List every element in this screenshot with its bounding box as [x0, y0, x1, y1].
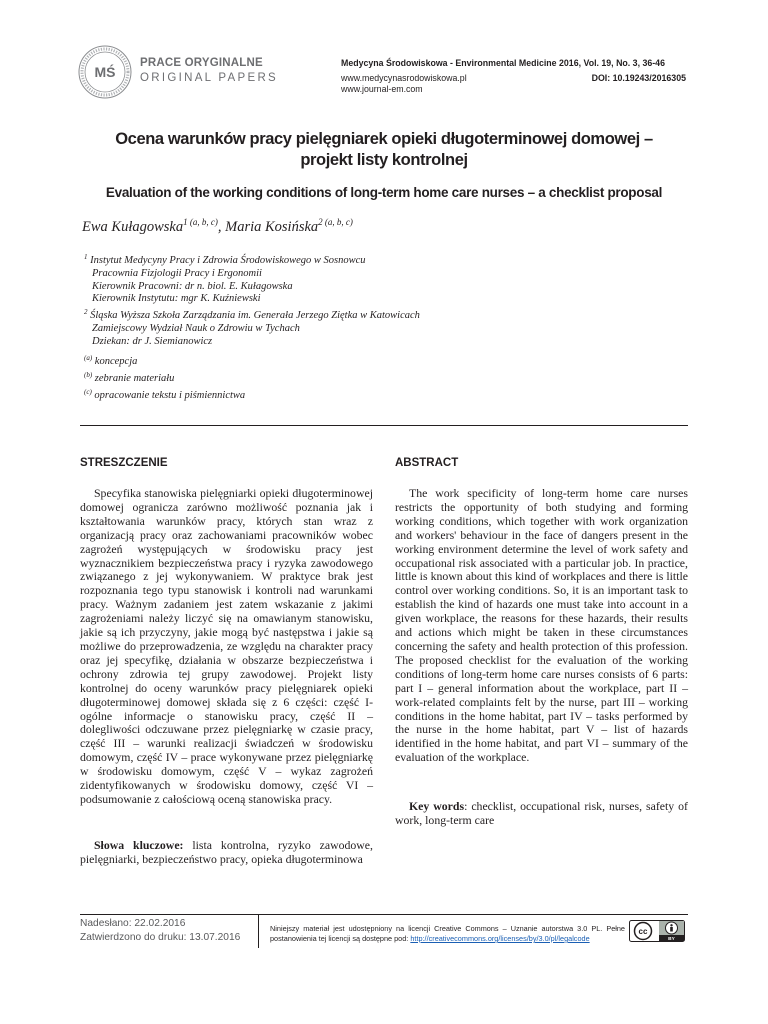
footer-divider: [80, 914, 688, 915]
contribution-line: [84, 369, 245, 386]
contribution-text: opracowanie tekstu i piśmiennictwa: [94, 389, 246, 401]
keywords-pl-text: lista kontrolna, ryzyko zawodowe, pielęgniarki, bezpieczeństwo pracy, opieka długoterminowa: [80, 838, 373, 866]
affiliation-line: [84, 323, 420, 336]
authors: [82, 217, 353, 236]
affiliation-text: Zamiejscowy Wydział Nauk o Zdrowiu w Tychach: [92, 322, 300, 334]
keywords-pl-label: Słowa kluczowe:: [94, 838, 184, 852]
divider: [80, 425, 688, 426]
affiliation-text: Dziekan: dr J. Siemianowicz: [92, 335, 213, 347]
received-date: Nadesłano: 22.02.2016: [80, 918, 186, 929]
affiliation-line: [84, 293, 420, 306]
footer-vertical-divider: [258, 915, 259, 948]
affiliation-text: Instytut Medycyny Pracy i Zdrowia Środowiskowego w Sosnowcu: [90, 255, 366, 266]
license-statement: Niniejszy materiał jest udostępniony na licencji Creative Commons – Uznanie autorstwa 3.0 PL. Pełne postanowienia tej licencji są dostępne pod:: [270, 924, 625, 943]
person-icon: [670, 924, 672, 926]
keywords-en-text: : checklist, occupational risk, nurses, safety of work, long-term care: [395, 799, 688, 827]
contribution-text: koncepcja: [94, 356, 138, 367]
journal-logo: [78, 45, 132, 99]
streszczenie-heading: STRESZCZENIE: [80, 457, 168, 469]
logo-text: MŚ: [94, 64, 116, 80]
license-text: [270, 924, 625, 944]
affiliation-text: Śląska Wyższa Szkoła Zarządzania im. Generała Jerzego Ziętka w Katowicach: [90, 310, 420, 322]
cc-by-badge[interactable]: [629, 920, 685, 942]
license-link[interactable]: http://creativecommons.org/licenses/by/3.0/pl/legalcode: [410, 934, 590, 943]
affiliation-number: 1: [84, 253, 88, 261]
abstract-heading: ABSTRACT: [395, 457, 459, 469]
affiliation-line: [84, 306, 420, 323]
keywords-en: [395, 800, 688, 828]
contribution-line: [84, 386, 245, 403]
accepted-date: Zatwierdzono do druku: 13.07.2016: [80, 932, 241, 943]
journal-url-pl[interactable]: www.medycynasrodowiskowa.pl: [341, 73, 467, 83]
affiliation-number: 2: [84, 308, 88, 317]
author-affiliation-marker: 1 (a, b, c): [183, 217, 218, 227]
author-name: Ewa Kułagowska: [82, 219, 184, 235]
title-pl: Ocena warunków pracy pielęgniarek opieki długoterminowej domowej – projekt listy kontrolnej: [115, 130, 653, 169]
contribution-line: [84, 352, 245, 369]
brand-pl: PRACE ORYGINALNE: [140, 57, 263, 69]
streszczenie-body: Specyfika stanowiska pielęgniarki opieki długoterminowej domowej ogranicza zarówno możliwość poznania jak i kształtowania warunków pracy, których stan wraz z organizacją pracy oraz zachowaniami pracowników wobec zagrożeń występujących w środowisku pracy jest wyznacznikiem bezpieczeństwa pracy i ryzyka zawodowego związanego z jej wykonywaniem. W praktyce brak jest rozpoznania tego typu stanowisk i kontroli nad warunkami pracy. Ważnym zadaniem jest zatem wskazanie z jakimi zagrożeniami należy liczyć się na omawianym stanowisku, jakie są ich przyczyny, jakie mogą być następstwa i jakie są możliwe do przeprowadzenia, ze względu na charakter pracy oraz jej specyfikę, działania w obszarze bezpieczeństwa i ochrony zdrowia tej grupy zawodowej. Projekt listy kontrolnej do oceny warunków pracy pielęgniarek opieki długoterminowej domowej składa się z 6 części: część I- ogólne informacje o stanowisku pracy, część II – dolegliwości odczuwane przez pielęgniarkę w czasie pracy, część III – warunki realizacji świadczeń w środowisku domowym, część IV – prace wykonywane przez pielęgniarkę w środowisku domowym, część V – wykaz zagrożeń zidentyfikowanych w środowisku domowy, część VI – podsumowanie z całościową oceną stanowiska pracy.: [80, 486, 373, 806]
keywords-en-label: Key words: [409, 799, 465, 813]
abstract-body: The work specificity of long-term home care nurses restricts the opportunity of both studying and forming working conditions, which together with work organization and workers' behaviour in the face of dangers present in the working environment determine the level of work safety and occupational risk associated with a particular job. In practice, little is known about this kind of workplaces and there is little control over working conditions. So, it is an important task to establish the kind of hazards one must take into account in a given workplace, the reasons for these hazards, their results and actions which might be taken in these circumstances concerning the safety and health protection of this profession. The proposed checklist for the evaluation of the working conditions of long-term home care nurses consists of 6 parts: part I – general information about the workplace, part II – work-related complaints felt by the nurse, part III – working conditions in the home habitat, part IV – tasks performed by the nurse in the home habitat, part V – list of hazards identified in the home habitat, and part VI – summary of the evaluation of the workplace.: [395, 486, 688, 765]
contribution-text: zebranie materiału: [94, 372, 175, 384]
brand-en: ORIGINAL PAPERS: [140, 72, 279, 84]
contribution-marker: (a): [84, 354, 93, 362]
contribution-marker: (c): [84, 387, 92, 396]
affiliation-text: Kierownik Instytutu: mgr K. Kuźniewski: [92, 293, 261, 305]
author-separator: ,: [217, 219, 226, 235]
author-affiliation-marker: 2 (a, b, c): [318, 217, 353, 227]
affiliation-line: [84, 251, 420, 268]
doi[interactable]: DOI: 10.19243/2016305: [591, 73, 686, 83]
keywords-pl: [80, 839, 373, 867]
affiliation-text: Kierownik Pracowni: dr n. biol. E. Kułagowska: [92, 280, 293, 292]
contributions: [84, 352, 245, 402]
affiliation-line: [84, 281, 420, 294]
by-label: BY: [668, 937, 675, 942]
affiliations: [84, 251, 420, 349]
affiliation-line: [84, 336, 420, 349]
contribution-marker: (b): [84, 370, 93, 379]
title-en: Evaluation of the working conditions of long-term home care nurses – a checklist proposal: [105, 185, 663, 200]
affiliation-line: [84, 268, 420, 281]
author-name: Maria Kosińska: [225, 219, 319, 235]
journal-citation: Medycyna Środowiskowa - Environmental Medicine 2016, Vol. 19, No. 3, 36-46: [341, 58, 665, 68]
affiliation-text: Pracownia Fizjologii Pracy i Ergonomii: [92, 267, 262, 279]
cc-icon: cc: [638, 927, 648, 936]
journal-url-en[interactable]: www.journal-em.com: [341, 84, 423, 94]
